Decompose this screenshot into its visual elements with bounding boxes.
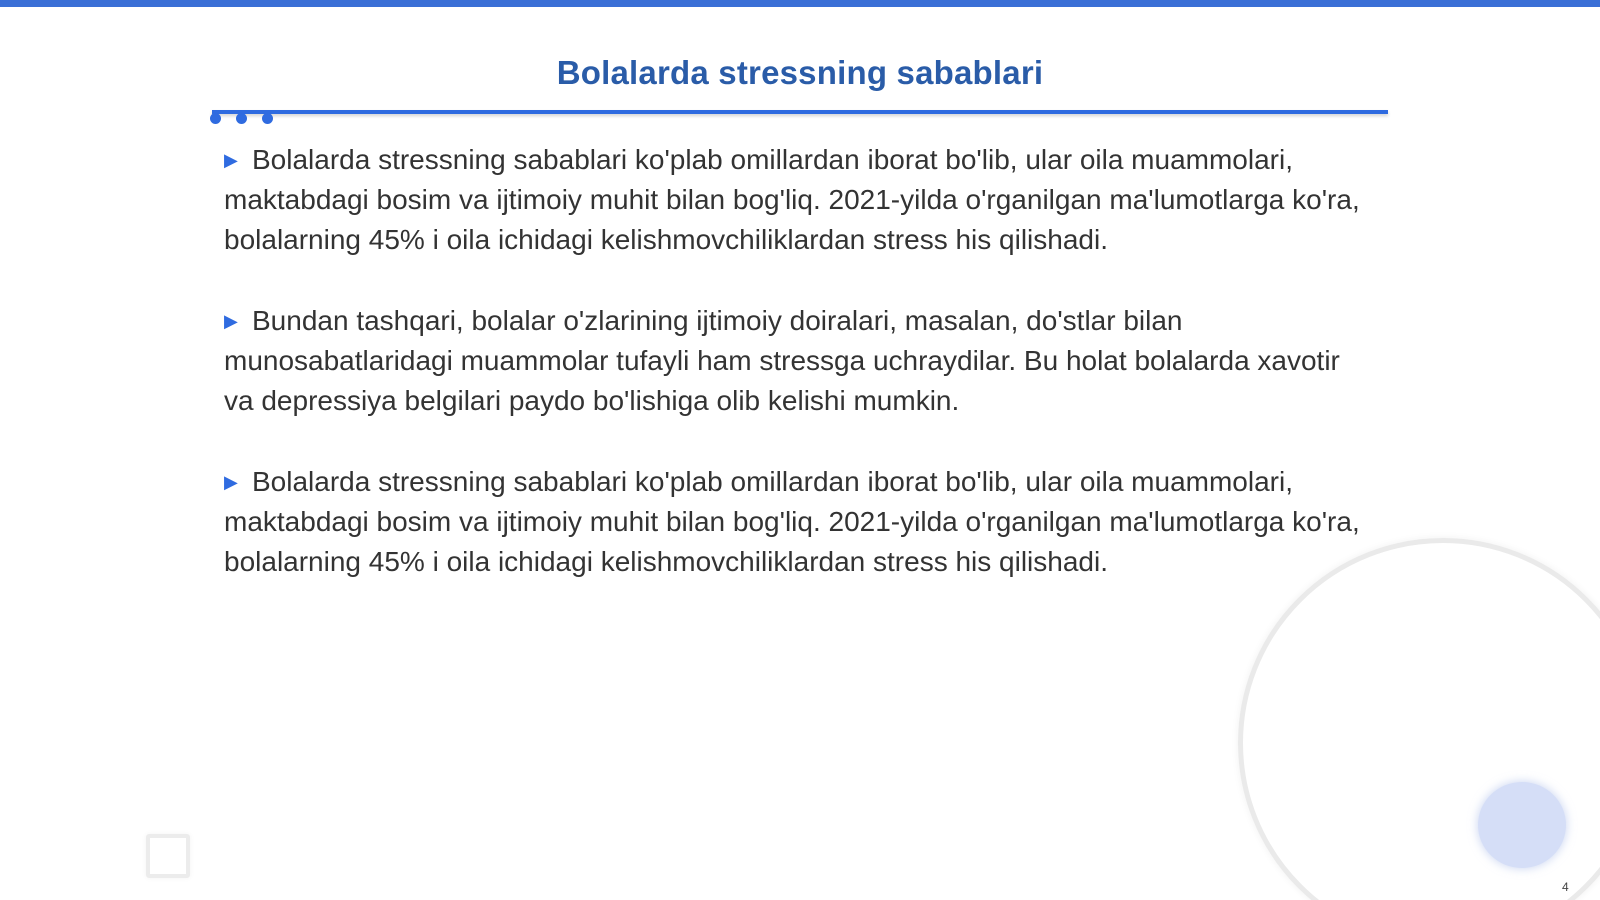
decorative-dot	[210, 113, 221, 124]
decorative-dot	[236, 113, 247, 124]
paragraph-text: Bundan tashqari, bolalar o'zlarining ijtimoiy doiralari, masalan, do'stlar bilan munosabatlaridagi muammolar tufayli ham stressga uchraydilar. Bu holat bolalarda xavotir va depressiya belgilari paydo bo'lishiga olib kelishi mumkin.	[224, 305, 1340, 416]
decorative-dot	[262, 113, 273, 124]
slide-content	[224, 140, 1374, 623]
title-underline	[212, 110, 1388, 114]
triangle-right-icon: ▶	[224, 472, 238, 492]
triangle-right-icon: ▶	[224, 150, 238, 170]
bullet-paragraph-3	[224, 462, 1374, 582]
bullet-paragraph-1	[224, 140, 1374, 260]
triangle-right-icon: ▶	[224, 311, 238, 331]
decorative-circle	[1478, 782, 1566, 868]
paragraph-text: Bolalarda stressning sabablari ko'plab omillardan iborat bo'lib, ular oila muammolari, maktabdagi bosim va ijtimoiy muhit bilan bog'liq. 2021-yilda o'rganilgan ma'lumotlarga ko'ra, bolalarning 45% i oila ichidagi kelishmovchiliklardan stress his qilishadi.	[224, 144, 1360, 255]
top-accent-bar	[0, 0, 1600, 7]
bullet-paragraph-2	[224, 301, 1374, 421]
slide-title: Bolalarda stressning sabablari	[556, 54, 1044, 91]
decorative-square	[146, 834, 190, 878]
paragraph-text: Bolalarda stressning sabablari ko'plab omillardan iborat bo'lib, ular oila muammolari, maktabdagi bosim va ijtimoiy muhit bilan bog'liq. 2021-yilda o'rganilgan ma'lumotlarga ko'ra, bolalarning 45% i oila ichidagi kelishmovchiliklardan stress his qilishadi.	[224, 466, 1360, 577]
page-number: 4	[1562, 880, 1569, 894]
